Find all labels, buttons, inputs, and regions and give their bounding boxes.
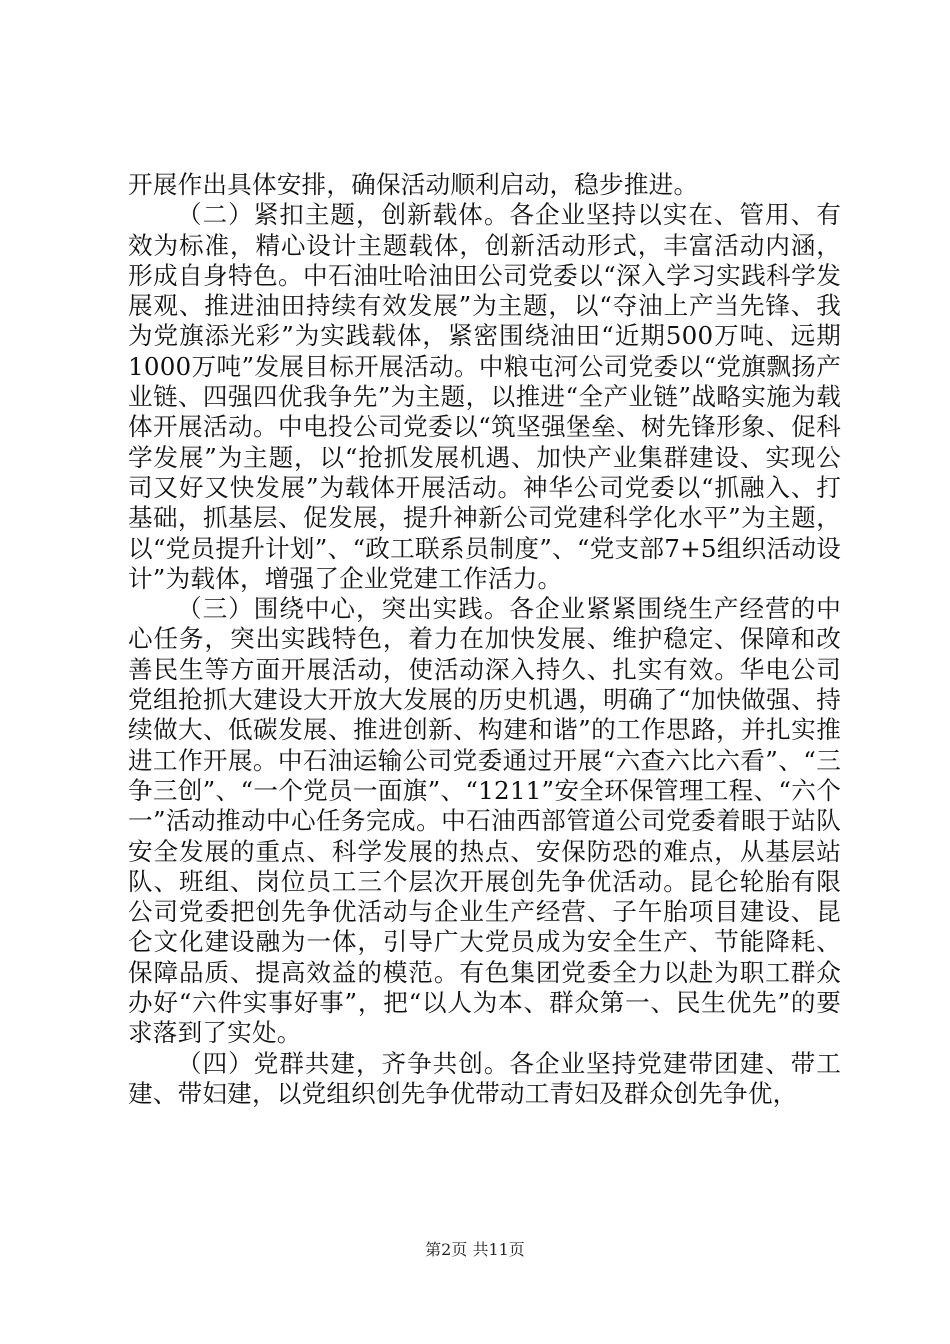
page-footer [0,1240,950,1260]
paragraph-section-4: （四）党群共建，齐争共创。各企业坚持党建带团建、带工建、带妇建，以党组织创先争优带动工青妇及群众创先争优， [128,1048,841,1108]
paragraph-section-2: （二）紧扣主题，创新载体。各企业坚持以实在、管用、有效为标准，精心设计主题载体，创新活动形式，丰富活动内涵，形成自身特色。中石油吐哈油田公司党委以“深入学习实践科学发展观、推进油田持续有效发展”为主题，以“夺油上产当先锋、我为党旗添光彩”为实践载体，紧密围绕油田“近期500万吨、远期1000万吨”发展目标开展活动。中粮屯河公司党委以“党旗飘扬产业链、四强四优我争先”为主题，以推进“全产业链”战略实施为载体开展活动。中电投公司党委以“筑坚强堡垒、树先锋形象、促科学发展”为主题，以“抢抓发展机遇、加快产业集群建设、实现公司又好又快发展”为载体开展活动。神华公司党委以“抓融入、打基础，抓基层、促发展，提升神新公司党建科学化水平”为主题，以“党员提升计划”、“政工联系员制度”、“党支部7+5组织活动设计”为载体，增强了企业党建工作活力。 [128,200,841,593]
paragraph-continuation: 开展作出具体安排，确保活动顺利启动，稳步推进。 [128,170,699,199]
page-number-label: 第2页 共11页 [425,1240,525,1259]
paragraph-section-3: （三）围绕中心，突出实践。各企业紧紧围绕生产经营的中心任务，突出实践特色，着力在加快发展、维护稳定、保障和改善民生等方面开展活动，使活动深入持久、扎实有效。华电公司党组抢抓大建设大开放大发展的历史机遇，明确了“加快做强、持续做大、低碳发展、推进创新、构建和谐”的工作思路，并扎实推进工作开展。中石油运输公司党委通过开展“六查六比六看”、“三争三创”、“一个党员一面旗”、“1211”安全环保管理工程、“六个一”活动推动中心任务完成。中石油西部管道公司党委着眼于站队安全发展的重点、科学发展的热点、安保防恐的难点，从基层站队、班组、岗位员工三个层次开展创先争优活动。昆仑轮胎有限公司党委把创先争优活动与企业生产经营、子午胎项目建设、昆仑文化建设融为一体，引导广大党员成为安全生产、节能降耗、保障品质、提高效益的模范。有色集团党委全力以赴为职工群众办好“六件实事好事”，把“以人为本、群众第一、民生优先”的要求落到了实处。 [128,594,841,1048]
document-body [128,170,841,1109]
